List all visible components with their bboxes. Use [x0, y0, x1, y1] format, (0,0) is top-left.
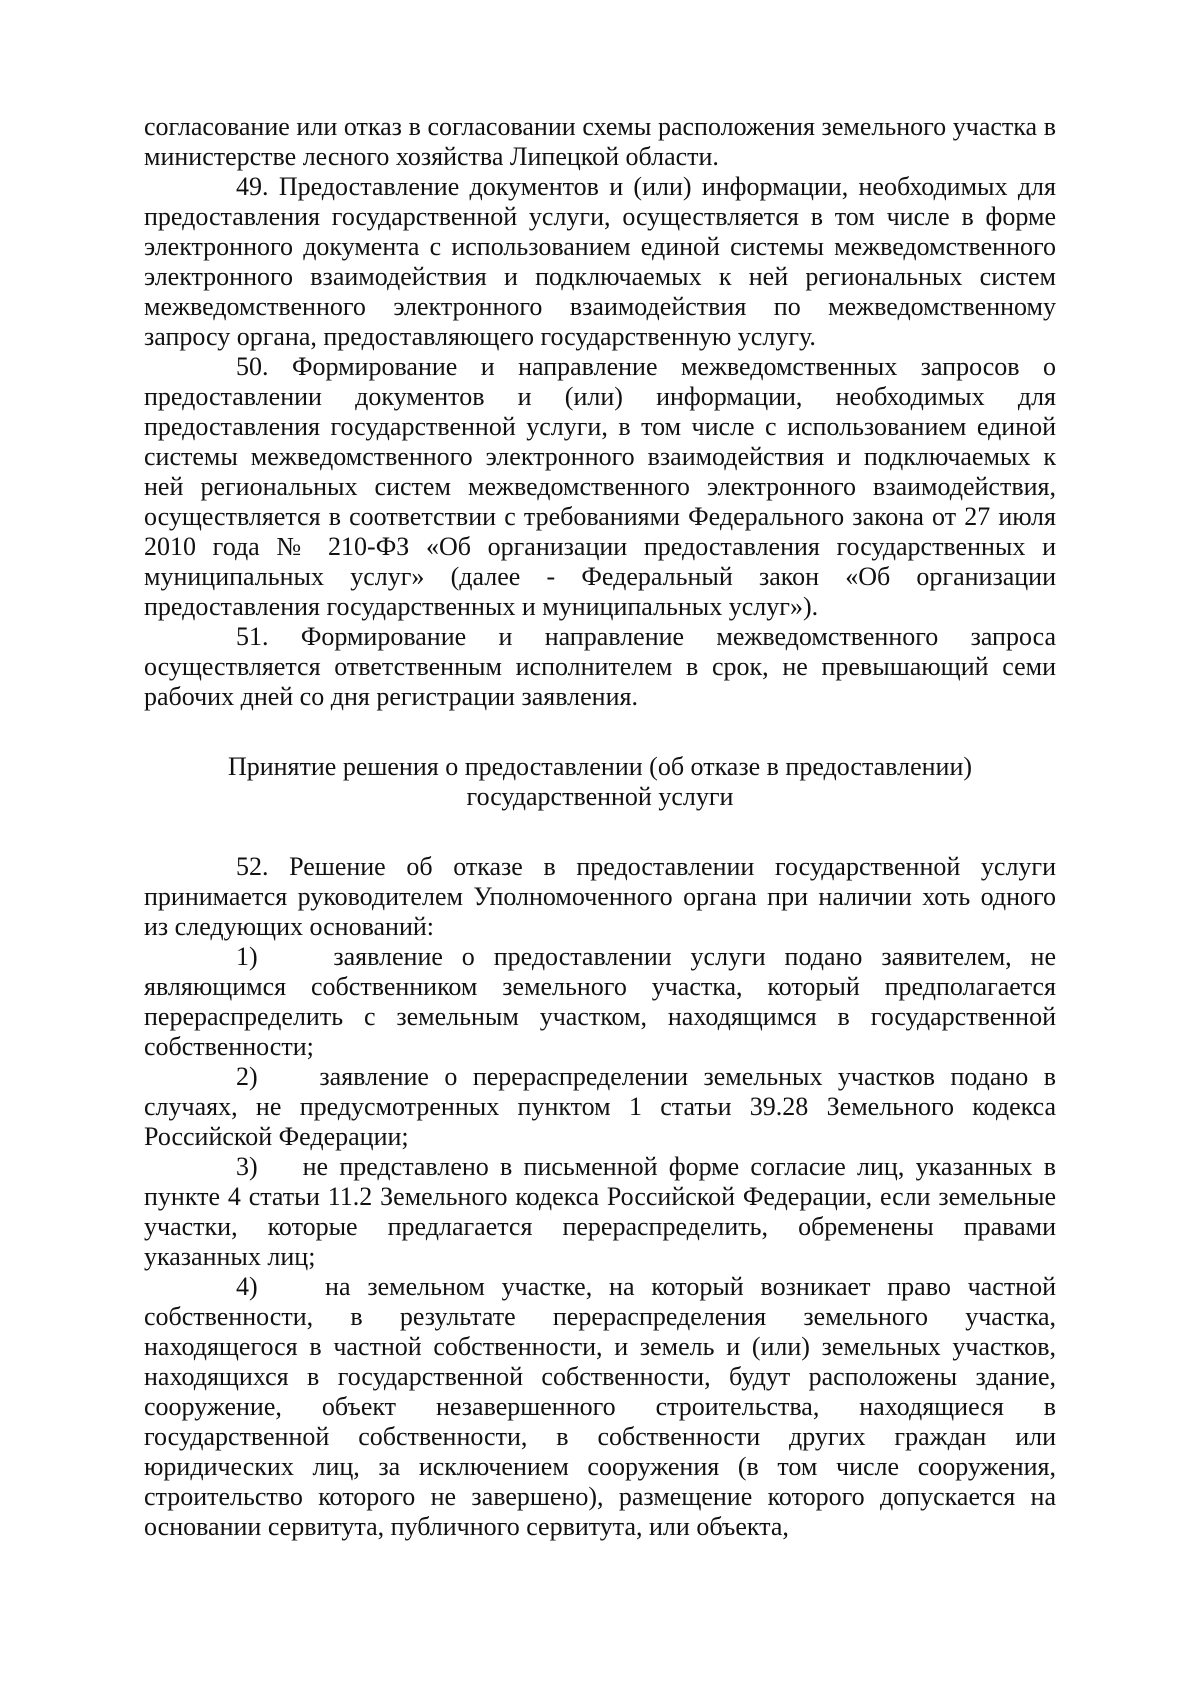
paragraph-text: Формирование и направление межведомственного запроса осуществляется ответственным исполнителем в срок, не превышающий семи рабочих дней со дня регистрации заявления. — [144, 622, 1056, 711]
paragraph-text: Предоставление документов и (или) информации, необходимых для предоставления государственной услуги, осуществляется в том числе в форме электронного документа с использованием единой системы межведомственного электронного взаимодействия и подключаемых к ней региональных систем межведомственного электронного взаимодействия по межведомственному запросу органа, предоставляющего государственную услугу. — [144, 172, 1056, 351]
paragraph-text: Формирование и направление межведомственных запросов о предоставлении документов и (или) информации, необходимых для предоставления государственной услуги, в том числе с использованием единой системы межведомственного электронного взаимодействия и подключаемых к ней региональных систем межведомственного электронного взаимодействия, осуществляется в соответствии с требованиями Федерального закона от 27 июля 2010 года № 210-ФЗ «Об организации предоставления государственных и муниципальных услуг» (далее - Федеральный закон «Об организации предоставления государственных и муниципальных услуг»). — [144, 352, 1057, 621]
document-body — [144, 112, 1056, 1542]
paragraph-number: 52. — [236, 852, 269, 881]
paragraph-number: 49. — [236, 172, 269, 201]
list-marker: 4) — [236, 1272, 258, 1301]
list-item-text: заявление о предоставлении услуги подано заявителем, не являющимся собственником земельного участка, который предполагается перераспределить с земельным участком, находящимся в государственной собственности; — [144, 942, 1057, 1061]
list-item-text: не представлено в письменной форме согласие лиц, указанных в пункте 4 статьи 11.2 Земельного кодекса Российской Федерации, если земельные участки, которые предлагается перераспределить, обременены правами указанных лиц; — [144, 1152, 1056, 1271]
paragraph-51 — [144, 622, 1056, 712]
section-heading-line2: государственной услуги — [466, 782, 734, 811]
list-item-text: на земельном участке, на который возникает право частной собственности, в результате перераспределения земельного участка, находящегося в частной собственности, и земель и (или) земельных участков, находящихся в государственной собственности, будут расположены здание, сооружение, объект незавершенного строительства, находящиеся в государственной собственности, в собственности других граждан или юридических лиц, за исключением сооружения (в том числе сооружения, строительство которого не завершено), размещение которого допускается на основании сервитута, публичного сервитута, или объекта, — [144, 1272, 1057, 1541]
paragraph-49 — [144, 172, 1056, 352]
paragraph-number: 51. — [236, 622, 269, 651]
list-item-text: заявление о перераспределении земельных участков подано в случаях, не предусмотренных пунктом 1 статьи 39.28 Земельного кодекса Российской Федерации; — [144, 1062, 1057, 1151]
paragraph-52 — [144, 852, 1056, 942]
list-item-4 — [144, 1272, 1056, 1542]
list-marker: 3) — [236, 1152, 258, 1181]
paragraph-50 — [144, 352, 1056, 622]
paragraph-number: 50. — [236, 352, 269, 381]
section-heading-line1: Принятие решения о предоставлении (об отказе в предоставлении) — [227, 752, 973, 781]
list-item-1 — [144, 942, 1056, 1062]
paragraph-continuation: согласование или отказ в согласовании схемы расположения земельного участка в министерстве лесного хозяйства Липецкой области. — [144, 112, 1056, 171]
list-item-3 — [144, 1152, 1056, 1272]
list-marker: 2) — [236, 1062, 258, 1091]
list-marker: 1) — [236, 942, 258, 971]
paragraph-text: Решение об отказе в предоставлении государственной услуги принимается руководителем Уполномоченного органа при наличии хоть одного из следующих оснований: — [144, 852, 1057, 941]
section-heading — [144, 752, 1056, 812]
list-item-2 — [144, 1062, 1056, 1152]
